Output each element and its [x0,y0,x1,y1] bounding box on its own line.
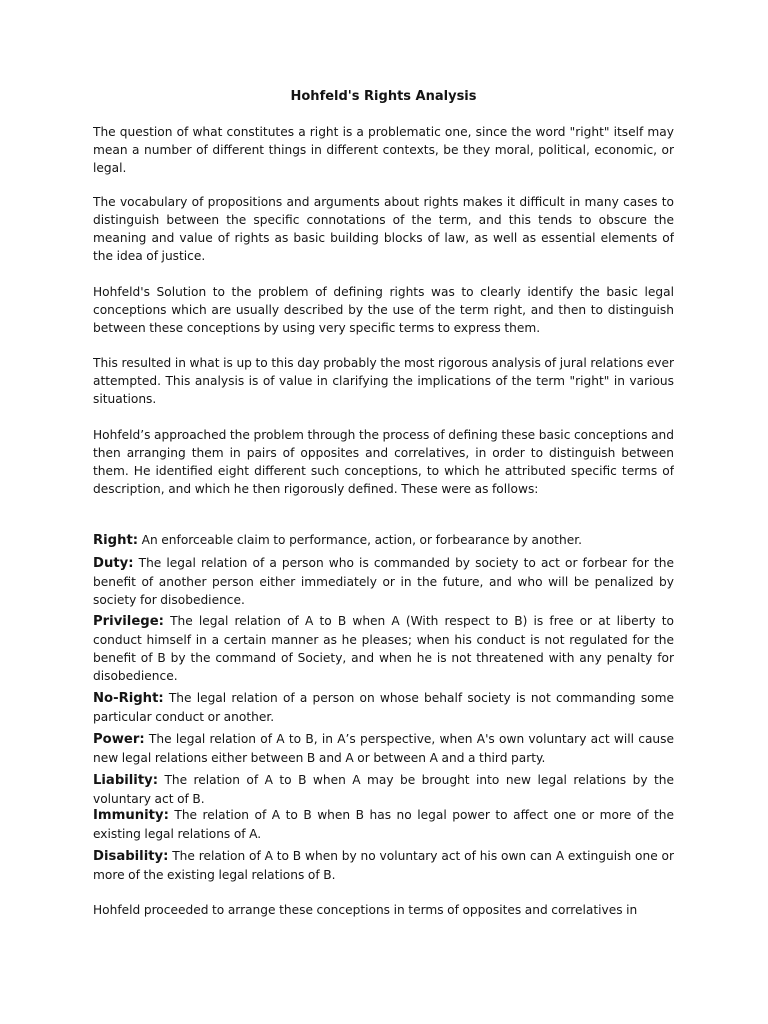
definition-term: Right: [93,533,139,548]
definition-privilege [93,612,674,685]
definition-term: Power: [93,732,145,747]
definition-right [93,531,674,550]
definition-immunity [93,806,674,843]
definition-text: The legal relation of a person on whose behalf society is not commanding some particular conduct or another. [93,691,674,724]
definition-duty [93,554,674,609]
definition-term: Liability: [93,773,158,788]
definition-text: The relation of A to B when A may be brought into new legal relations by the voluntary act of B. [93,773,674,806]
definition-text: The relation of A to B when by no voluntary act of his own can A extinguish one or more of the existing legal relations of B. [93,849,674,882]
document-page [93,0,674,1024]
paragraph-definition-problem: The question of what constitutes a right is a problematic one, since the word "right" itself may mean a number of different things in different contexts, be they moral, political, economic, or legal. [93,125,674,175]
definition-term: Disability: [93,849,169,864]
paragraph-approach: Hohfeld’s approached the problem through the process of defining these basic conceptions and then arranging them in pairs of opposites and correlatives, in order to distinguish between them. He identified eight different such conceptions, to which he attributed specific terms of description, and which he then rigorously defined. These were as follows: [93,428,674,496]
definition-text: The relation of A to B when B has no legal power to affect one or more of the existing legal relations of A. [93,808,674,841]
definition-text: The legal relation of A to B when A (With respect to B) is free or at liberty to conduct himself in a certain manner as he pleases; when his conduct is not regulated for the benefit of B by the command of Society, and when he is not threatened with any penalty for disobedience. [93,614,674,683]
paragraph-rigorous-analysis: This resulted in what is up to this day probably the most rigorous analysis of jural relations ever attempted. This analysis is of value in clarifying the implications of the term "right" in various situations. [93,356,674,406]
definition-liability [93,771,674,808]
definition-disability [93,847,674,884]
definition-no-right [93,689,674,726]
definition-text: The legal relation of A to B, in A’s perspective, when A's own voluntary act will cause new legal relations either between B and A or between A and a third party. [93,732,674,765]
paragraph-closing: Hohfeld proceeded to arrange these conceptions in terms of opposites and correlatives in [93,903,638,917]
definition-text: The legal relation of a person who is commanded by society to act or forbear for the benefit of another person either immediately or in the future, and who will be penalized by society for disobedience. [93,556,674,607]
definition-term: Immunity: [93,808,169,823]
document-title: Hohfeld's Rights Analysis [290,89,477,104]
definition-text: An enforceable claim to performance, action, or forbearance by another. [138,533,582,547]
paragraph-hohfeld-solution: Hohfeld's Solution to the problem of defining rights was to clearly identify the basic legal conceptions which are usually described by the use of the term right, and then to distinguish between these conceptions by using very specific terms to express them. [93,285,674,335]
definition-power [93,730,674,767]
definition-term: Privilege: [93,614,164,629]
paragraph-vocabulary: The vocabulary of propositions and arguments about rights makes it difficult in many cases to distinguish between the specific connotations of the term, and this tends to obscure the meaning and value of rights as basic building blocks of law, as well as essential elements of the idea of justice. [93,195,674,263]
definition-term: Duty: [93,556,134,571]
definition-term: No-Right: [93,691,164,706]
